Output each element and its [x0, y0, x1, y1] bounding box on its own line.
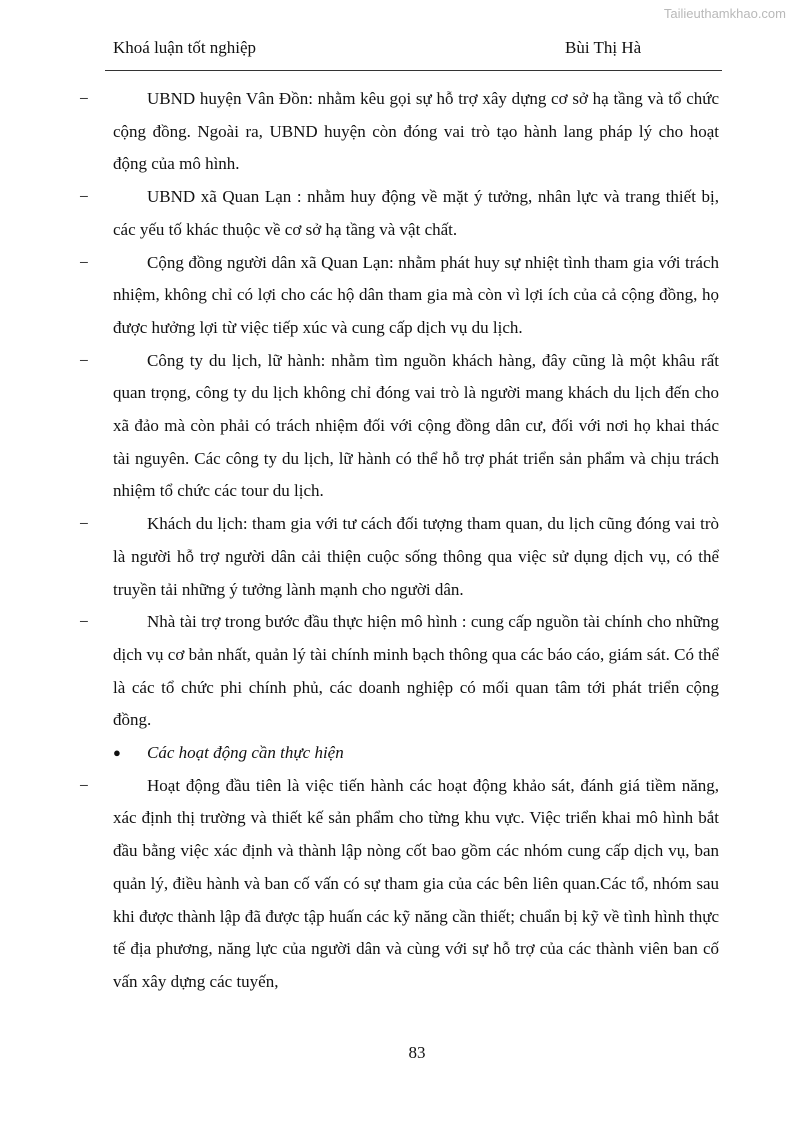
- paragraph: [79, 345, 719, 509]
- watermark: Tailieuthamkhao.com: [663, 6, 786, 21]
- page-number: 83: [408, 1043, 426, 1062]
- paragraph: [79, 770, 719, 999]
- dash-marker: −: [79, 514, 89, 534]
- paragraph: [79, 247, 719, 345]
- paragraph-text: UBND xã Quan Lạn : nhằm huy động về mặt ý tưởng, nhân lực và trang thiết bị, các yếu tố khác thuộc về cơ sở hạ tầng và vật chất.: [113, 187, 719, 239]
- dash-marker: −: [79, 252, 89, 272]
- page-header: [113, 38, 721, 62]
- paragraph-text: UBND huyện Vân Đồn: nhằm kêu gọi sự hỗ trợ xây dựng cơ sở hạ tầng và tổ chức cộng đồng. Ngoài ra, UBND huyện còn đóng vai trò tạo hành lang pháp lý cho hoạt động của mô hình.: [113, 89, 719, 174]
- bullet-icon: ●: [113, 745, 121, 761]
- paragraph-text: Hoạt động đầu tiên là việc tiến hành các hoạt động khảo sát, đánh giá tiềm năng, xác định thị trường và thiết kế sản phẩm cho từng khu vực. Việc triển khai mô hình bắt đầu bằng việc xác định và thành lập nòng cốt bao gồm các nhóm cung cấp dịch vụ, ban quản lý, điều hành và ban cố vấn có sự tham gia của các bên liên quan.Các tổ, nhóm sau khi được thành lập đã được tập huấn các kỹ năng cần thiết; chuẩn bị kỹ về tình hình thực tế địa phương, năng lực của người dân và cùng với sự hỗ trợ của các thành viên ban cố vấn xây dựng các tuyến,: [113, 775, 719, 991]
- paragraph: [79, 83, 719, 181]
- section-bullet: [113, 737, 719, 770]
- header-title: Khoá luận tốt nghiệp: [113, 38, 257, 57]
- paragraph-text: Khách du lịch: tham gia với tư cách đối tượng tham quan, du lịch cũng đóng vai trò là người hỗ trợ người dân cải thiện cuộc sống thông qua việc sử dụng dịch vụ, có thể truyền tải những ý tưởng lành mạnh cho người dân.: [113, 514, 719, 599]
- section-heading: Các hoạt động cần thực hiện: [147, 743, 344, 763]
- dash-marker: −: [79, 187, 89, 207]
- paragraph-text: Nhà tài trợ trong bước đầu thực hiện mô hình : cung cấp nguồn tài chính cho những dịch vụ cơ bản nhất, quản lý tài chính minh bạch thông qua các báo cáo, giám sát. Có thể là các tổ chức phi chính phủ, các doanh nghiệp có mối quan tâm tới phát triển cộng đồng.: [113, 612, 719, 730]
- dash-marker: −: [79, 612, 89, 632]
- header-author: Bùi Thị Hà: [565, 38, 642, 57]
- dash-marker: −: [79, 775, 89, 795]
- header-rule: [105, 70, 722, 71]
- body-text: [79, 83, 719, 999]
- paragraph: [79, 508, 719, 606]
- paragraph: [79, 181, 719, 246]
- dash-marker: −: [79, 350, 89, 370]
- paragraph-text: Cộng đồng người dân xã Quan Lạn: nhằm phát huy sự nhiệt tình tham gia với trách nhiệm, không chỉ có lợi cho các hộ dân tham gia mà còn vì lợi ích của cả cộng đồng, họ được hưởng lợi từ việc tiếp xúc và cung cấp dịch vụ du lịch.: [113, 252, 719, 337]
- dash-marker: −: [79, 89, 89, 108]
- paragraph: [79, 606, 719, 737]
- paragraph-text: Công ty du lịch, lữ hành: nhằm tìm nguồn khách hàng, đây cũng là một khâu rất quan trọng, công ty du lịch không chỉ đóng vai trò là người mang khách du lịch đến cho xã đảo mà còn phải có trách nhiệm đối với cộng đồng dân cư, đối với nơi họ khai thác tài nguyên. Các công ty du lịch, lữ hành có thể hỗ trợ phát triển sản phẩm và chịu trách nhiệm tổ chức các tour du lịch.: [113, 350, 719, 501]
